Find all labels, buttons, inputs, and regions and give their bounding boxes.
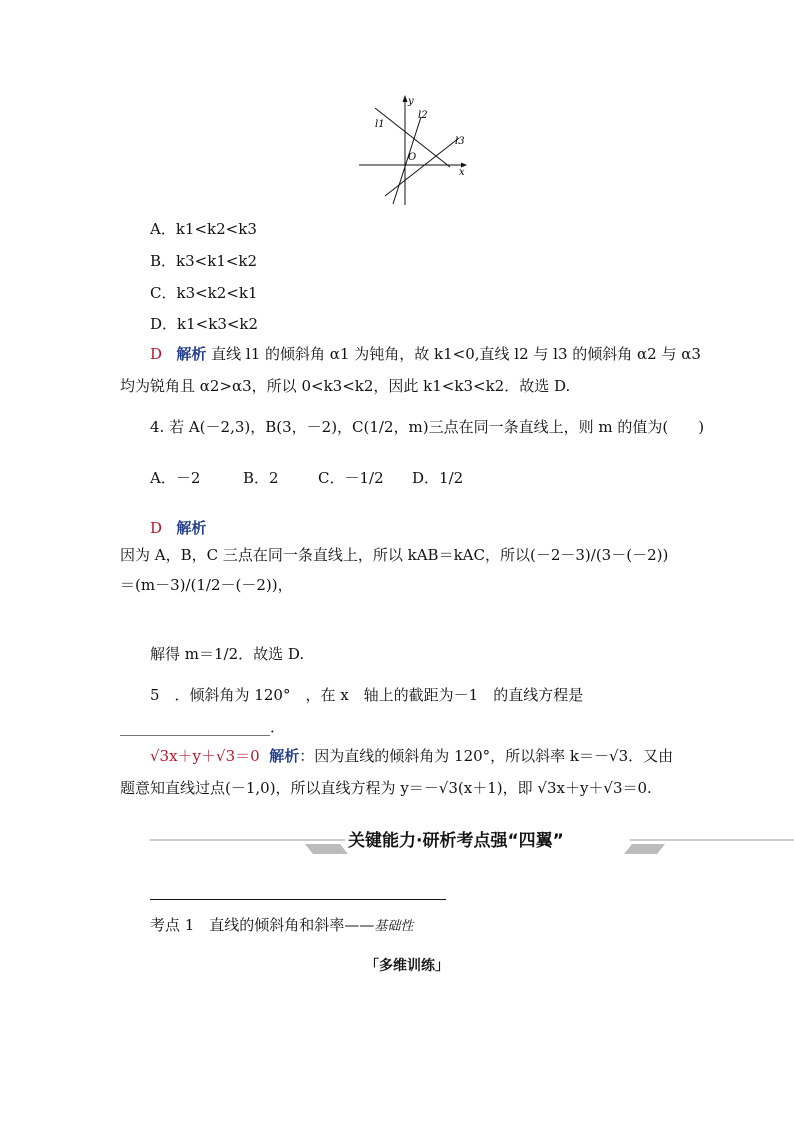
- q3-answer: D: [150, 345, 163, 363]
- q3-option-c: C．k3<k2<k1: [150, 284, 258, 302]
- q4-option-c: C．－1/2: [318, 469, 384, 487]
- section-banner: 关键能力·研析考点强“四翼”: [348, 831, 564, 851]
- topic-tag: 基础性: [374, 919, 414, 934]
- q4-stem: 4. 若 A(－2,3)，B(3，－2)，C(1/2，m)三点在同一条直线上，则 m 的值为( ): [150, 418, 705, 436]
- q3-option-b: B．k3<k1<k2: [150, 252, 258, 270]
- subheading: 「多维训练」: [365, 958, 449, 974]
- lines-figure: [355, 92, 475, 207]
- line2-label: l2: [418, 110, 428, 121]
- topic-heading: [150, 914, 413, 935]
- topic-label: 考点 1 直线的倾斜角和斜率——: [150, 916, 375, 934]
- q4-option-d: D．1/2: [412, 469, 464, 487]
- q5-stem: 5 ．倾斜角为 120° ，在 x 轴上的截距为－1 的直线方程是: [150, 686, 584, 704]
- q5-analysis-label: 解析: [269, 747, 300, 765]
- q4-solution: 解得 m＝1/2．故选 D.: [150, 645, 305, 663]
- origin-label: O: [408, 152, 417, 163]
- q3-analysis-line2: 均为锐角且 α2>α3，所以 0<k3<k2，因此 k1<k3<k2．故选 D.: [120, 377, 571, 395]
- q3-analysis-line1: 直线 l1 的倾斜角 α1 为钝角，故 k1<0,直线 l2 与 l3 的倾斜角 α2 与 α3: [211, 345, 701, 363]
- q5-analysis-line1: ：因为直线的倾斜角为 120°，所以斜率 k＝－√3．又由: [299, 747, 674, 765]
- q4-analysis-label: 解析: [176, 519, 207, 537]
- q4-answer: D: [150, 519, 163, 537]
- q3-analysis-label: 解析: [176, 345, 207, 363]
- q5-blank: ____________________．: [120, 718, 286, 736]
- line3-label: l3: [455, 136, 465, 147]
- q5-analysis: [150, 745, 673, 766]
- q3-option-d: D．k1<k3<k2: [150, 315, 259, 333]
- q5-analysis-line2: 题意知直线过点(－1,0)，所以直线方程为 y＝－√3(x＋1)，即 √3x＋y＋√3＝0.: [120, 779, 652, 797]
- axis-y-label: y: [408, 96, 414, 107]
- line1-label: l1: [375, 119, 385, 130]
- axis-x-label: x: [459, 167, 465, 178]
- q4-option-a: A．－2: [150, 469, 201, 487]
- q3-option-a: A．k1<k2<k3: [150, 220, 257, 238]
- q4-analysis: [150, 517, 206, 538]
- q3-analysis: [150, 343, 701, 364]
- q4-option-b: B．2: [243, 469, 279, 487]
- q4-analysis-text: 因为 A，B，C 三点在同一条直线上，所以 kAB＝kAC，所以(－2－3)/(3－(－2))＝(m－3)/(1/2－(－2))，: [120, 546, 669, 594]
- topic-rule: [150, 899, 446, 900]
- q5-answer: √3x＋y＋√3＝0: [150, 747, 260, 765]
